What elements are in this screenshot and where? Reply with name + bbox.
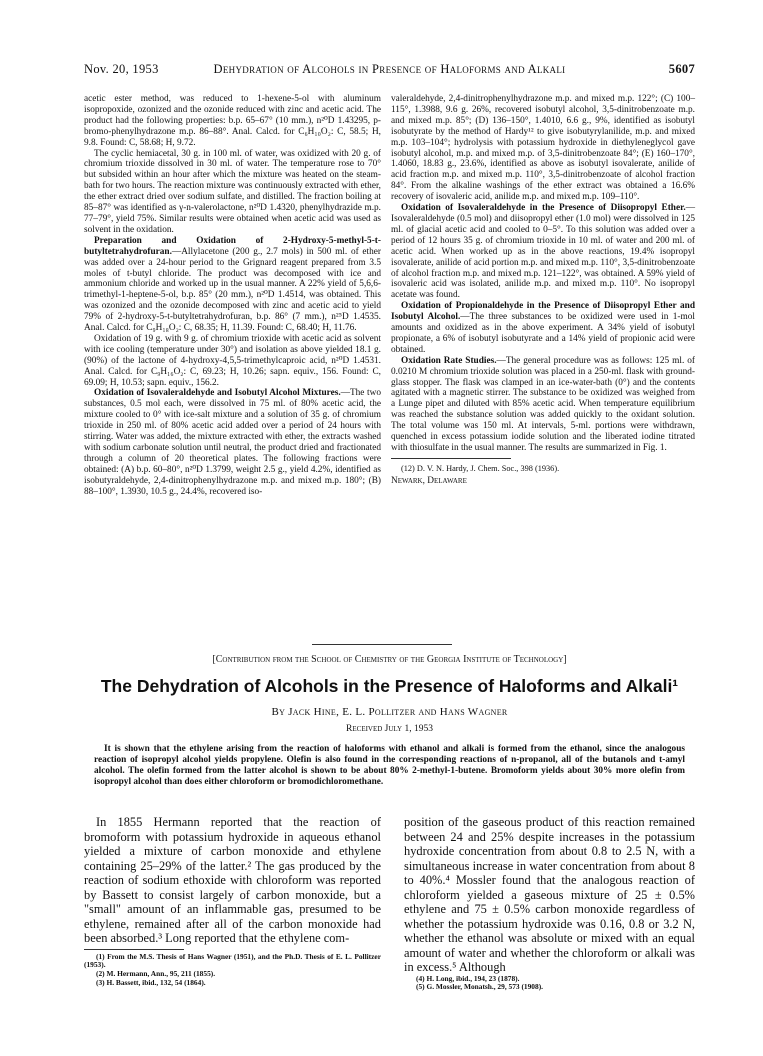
paragraph [84, 388, 381, 497]
footnote: (3) H. Bassett, ibid., 132, 54 (1864). [96, 977, 206, 987]
received-date: Received July 1, 1953 [346, 724, 433, 734]
paragraph-text: —The general procedure was as follows: 125 ml. of 0.0210 M chromium trioxide solution was placed in a 250-ml. flask with ground-glass stopper. The flask was clamped in an ice-water-bath (0°) and the contents agitated with a magnetic stirrer. The substance to be oxidized was weighed from a Lunge pipet and diluted with 85% acetic acid. When temperature equilibrium was reached the substance solution was added quickly to the oxidant solution. The total volume was 150 ml. At intervals, 5-ml. portions were withdrawn, quenched in excess potassium iodide solution and the liberated iodine titrated with thiosulfate in the usual manner. The results are summarized in Fig. 1. [391, 355, 695, 453]
contribution-line: [Contribution from the School of Chemistry of the Georgia Institute of Technology] [212, 654, 567, 665]
footnote-divider [84, 949, 184, 950]
paragraph [84, 236, 381, 334]
header-title: Dehydration of Alcohols in Presence of Haloforms and Alkali [213, 62, 566, 76]
location-signature: Newark, Delaware [391, 475, 467, 486]
paragraph [391, 301, 695, 356]
article-body-left [84, 815, 381, 988]
section-heading: Oxidation of Isovaleraldehyde and Isobutyl Alcohol Mixtures. [94, 388, 341, 399]
footnote: (4) H. Long, ibid., 194, 23 (1878). [416, 973, 520, 983]
paragraph: Oxidation of 19 g. with 9 g. of chromium trioxide with acetic acid as solvent with ice cooling (temperature under 30°) and isolation as above yielded 18.1 g. (90%) of the lactone of 4-hydroxy-4,5,5-trimethylcaproic acid, n²⁰D 1.4531. Anal. Calcd. for C₉H₁₆O₂: C, 69.23; H, 10.26; sapn. equiv., 156. Found: C, 69.09; H, 10.53; sapn. equiv., 156.2. [84, 333, 381, 388]
footnote: (1) From the M.S. Thesis of Hans Wagner (1951), and the Ph.D. Thesis of E. L. Pollitzer (1953). [84, 951, 381, 970]
article-body-right [404, 815, 695, 992]
article-title: The Dehydration of Alcohols in the Presence of Haloforms and Alkali¹ [100, 676, 679, 696]
paragraph: valeraldehyde, 2,4-dinitrophenylhydrazone m.p. and mixed m.p. 122°; (C) 100–115°, 1.3988, 9.6 g. 26%, recovered isobutyl alcohol, 3,5-dinitrobenzoate m.p. and mixed m.p. 85°; (D) 136–150°, 1.4010, 6.6 g., 9%, identified as isobutyl isobutyrate by the method of Hardy¹² to give isobutyrylanilide, m.p. and mixed m.p. 103–104°; hydrolysis with potassium hydroxide in diethyleneglycol gave isobutyl alcohol, m.p. and mixed m.p. of 3,5-dinitrobenzoate 84°; (E) 160–170°, 1.4060, 18.83 g., 23.6%, identified as above as isobutyl isovalerate, anilide of acid fraction m.p. and mixed m.p. 110°, 3,5-dinitrobenzoate of alcohol fraction 84°. From the alkaline washings of the ether extract was obtained a 16.6% recovery of isovaleric acid, anilide m.p. and mixed m.p. 109–110°. [391, 94, 695, 203]
paragraph: acetic ester method, was reduced to 1-hexene-5-ol with aluminum isopropoxide, ozonized and the ozonide reduced with zinc and acetic acid. The product had the following properties: b.p. 65–67° (10 mm.), n²⁰D 1.43295, p-bromo-phenylhydrazone m.p. 86–88°. Anal. Calcd. for C₆H₁₀O₂: C, 58.5; H, 9.8. Found: C, 58.68; H, 9.72. [84, 94, 381, 148]
footnote-divider [391, 458, 511, 459]
section-heading: Oxidation of Propionaldehyde in the Presence of Diisopropyl Ether and Isobutyl Alcohol. [391, 301, 695, 323]
page-number: 5607 [668, 62, 695, 76]
running-header [84, 62, 695, 78]
header-date: Nov. 20, 1953 [84, 62, 159, 76]
paragraph: The cyclic hemiacetal, 30 g. in 100 ml. of water, was oxidized with 20 g. of chromium trioxide dissolved in 30 ml. of water. The temperature rose to 70° but subsided within an hour after which the mixture was heated on the steam-bath for two hours. The reaction mixture was continuously extracted with ether, the ether extract dried over sodium sulfate, and distilled. The fraction boiling at 85–87° was identified as γ-n-valerolactone, n²⁰D 1.4320, phenylhydrazide m.p. 77–79°, yield 75%. Similar results were obtained when acetic acid was used as solvent in the oxidation. [84, 148, 381, 235]
footnote: (12) D. V. N. Hardy, J. Chem. Soc., 398 (1936). [401, 463, 560, 473]
left-column [84, 94, 381, 498]
paragraph-text: —The two substances, 0.5 mol each, were dissolved in 75 ml. of 80% acetic acid, the mixture cooled to 0° with ice-salt mixture and a solution of 35 g. of chromium trioxide in 250 ml. of 80% acetic acid added over a period of 24 hours with stirring. Water was added, the mixture extracted with ether, the extracts washed with sodium carbonate solution until neutral, the product dried and fractionated through a column of 20 theoretical plates. The following fractions were obtained: (A) b.p. 60–80°, n²⁰D 1.3799, weight 2.5 g., yield 4.2%, identified as isobutyraldehyde, 2,4-dinitrophenylhydrazone m.p. and mixed m.p. 180°; (B) 88–100°, 1.3930, 10.5 g., 24.4%, recovered iso- [84, 388, 381, 497]
paragraph: position of the gaseous product of this reaction remained between 24 and 25% despite increases in the potassium hydroxide concentration from about 0.8 to 2.5 N, with a simultaneous increase in water concentration from about 8 to 40%.⁴ Mossler found that the analogous reaction of chloroform yielded a gaseous mixture of 25 ± 0.5% ethylene and 75 ± 0.5% carbon monoxide regardless of whether the potassium hydroxide was 0.16, 0.8 or 3.2 N, whether the ethanol was absolute or mixed with an equal amount of water and whether the chloroform or alkali was in excess.⁵ Although [404, 815, 695, 974]
section-heading: Oxidation of Isovaleraldehyde in the Presence of Diisopropyl Ether. [401, 203, 686, 214]
article-separator [312, 644, 452, 645]
right-column [391, 94, 695, 487]
paragraph-text: —Allylacetone (200 g., 2.7 mols) in 500 ml. of ether was added over a 24-hour period to the Grignard reagent prepared from 3.5 moles of t-butyl chloride. The product was decomposed with ice and ammonium chloride and worked up in the usual manner. A 22% yield of 5,6,6-trimethyl-1-heptene-5-ol, b.p. 85° (20 mm.), n²⁰D 1.4514, was obtained. This was ozonized and the ozonide decomposed with zinc and acetic acid to yield 79% of 2-hydroxy-5-t-butyltetrahydrofuran, b.p. 86° (7 mm.), n²⁵D 1.4535. Anal. Calcd. for C₉H₁₈O₂: C, 68.35; H, 11.39. Found: C, 68.40; H, 11.76. [84, 246, 381, 334]
footnote: (5) G. Mossler, Monatsh., 29, 573 (1908). [416, 982, 544, 992]
paragraph [391, 356, 695, 454]
footnote: (2) M. Hermann, Ann., 95, 211 (1855). [96, 969, 216, 979]
abstract: It is shown that the ethylene arising from the reaction of haloforms with ethanol and alkali is formed from the ethanol, since the analogous reaction of isopropyl alcohol yields propylene. Olefin is also found in the corresponding reactions of n-propanol, all of the butanols and t-amyl alcohol. The olefin formed from the latter alcohol is shown to be about 80% 2-methyl-1-butene. Bromoform yields about 30% more olefin from isopropyl alcohol than does either chloroform or bromodichloromethane. [94, 744, 685, 787]
section-heading: Preparation and Oxidation of 2-Hydroxy-5-methyl-5-t-butyltetrahydrofuran. [84, 235, 381, 257]
article-authors: By Jack Hine, E. L. Pollitzer and Hans Wagner [271, 706, 508, 718]
paragraph-text: —Isovaleraldehyde (0.5 mol) and diisopropyl ether (1.0 mol) were dissolved in 125 ml. of glacial acetic acid and cooled to 0–5°. To this solution was added over a period of 12 hours 35 g. of chromium trioxide in 10 ml. of water and 200 ml. of acetic acid. When worked up as in the above reactions, 19.4% isopropyl isovalerate, anilide of acid portion m.p. and mixed m.p. 110°, 3,5-dinitrobenzoate of alcohol fraction m.p. and mixed m.p. 121–122°, was obtained. A 59% yield of isovaleric acid was isolated, anilide m.p. and mixed m.p. 110°. No isopropyl acetate was found. [391, 203, 695, 301]
paragraph: In 1855 Hermann reported that the reaction of bromoform with potassium hydroxide in aqueous ethanol yielded a mixture of carbon monoxide and ethylene containing 25–29% of the latter.² The gas produced by the reaction of sodium ethoxide with chloroform was reported by Bassett to consist largely of carbon monoxide, but a "small" amount of an inflammable gas, presumed to be ethylene, remained after all of the carbon monoxide had been absorbed.³ Long reported that the ethylene com- [84, 815, 381, 945]
paragraph [391, 203, 695, 301]
section-heading: Oxidation Rate Studies. [401, 355, 497, 366]
paragraph-text: —The three substances to be oxidized were used in 1-mol amounts and oxidized as in the above experiment. A 34% yield of isobutyl propionate, a 6% of isobutyl isobutyrate and a 14% yield of propionic acid were obtained. [391, 312, 695, 355]
